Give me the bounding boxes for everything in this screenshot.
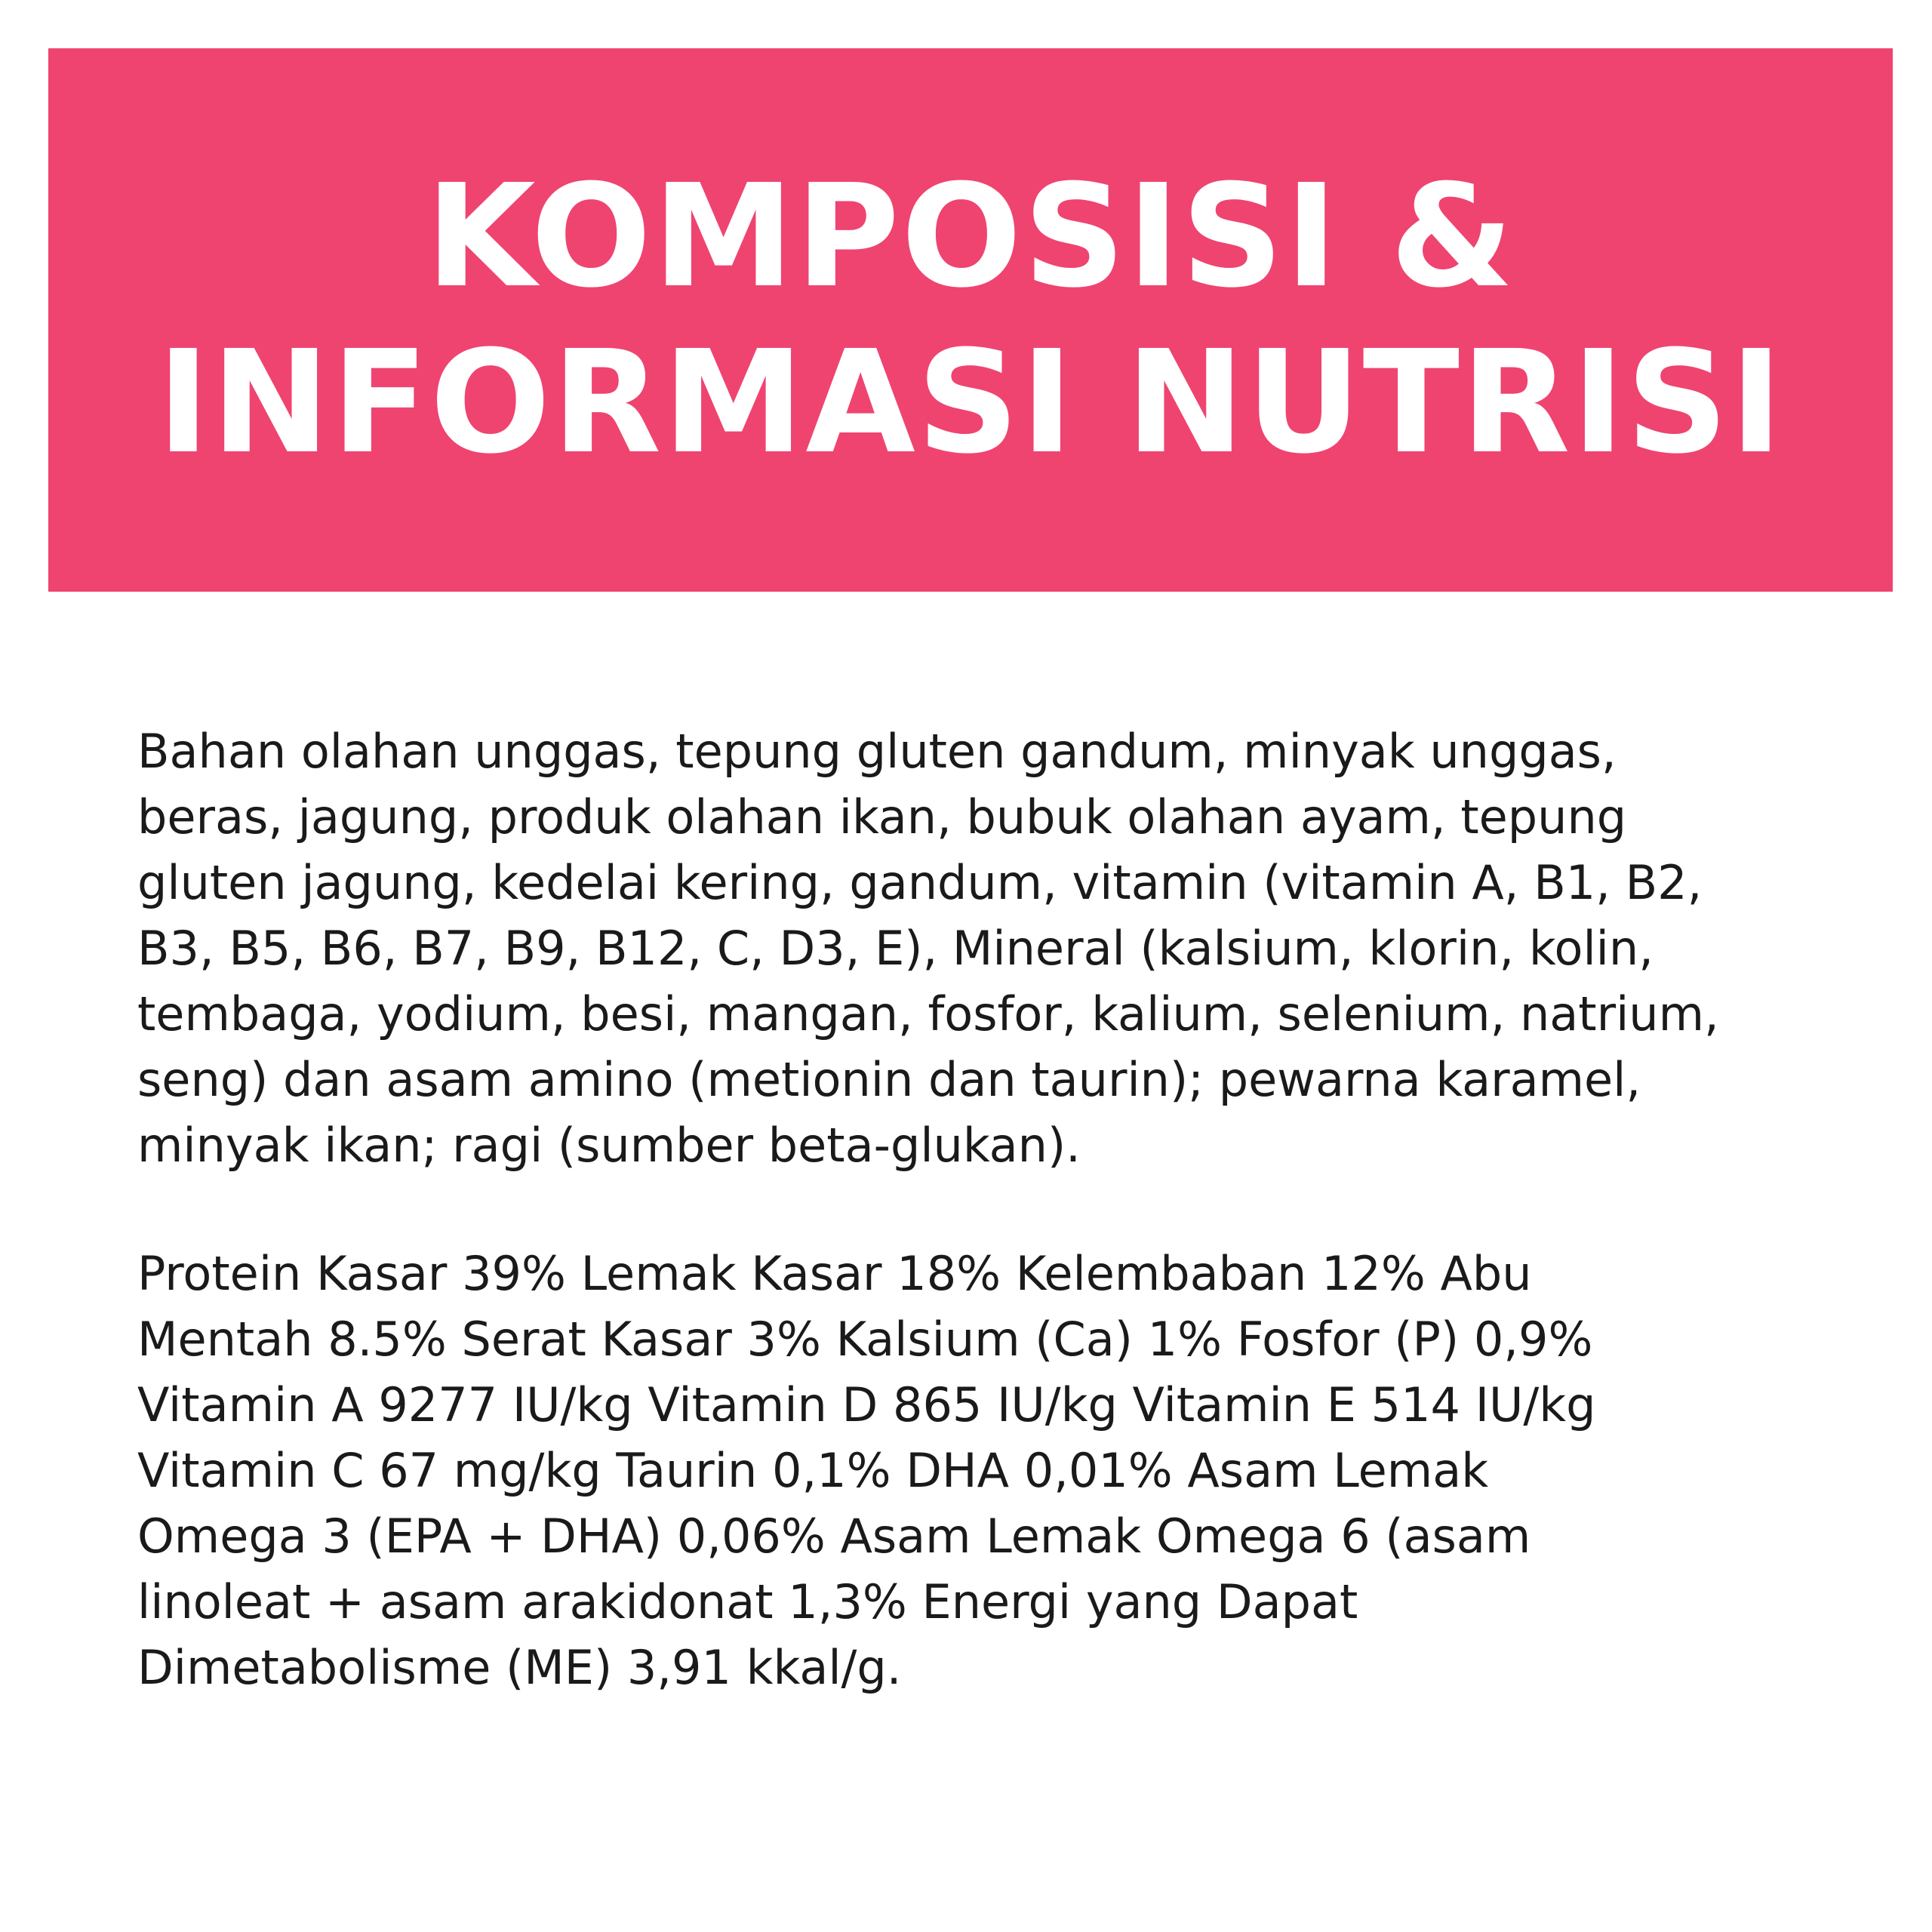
- nutrition-line: Dimetabolisme (ME) 3,91 kkal/g.: [137, 1640, 902, 1695]
- ingredients-line: beras, jagung, produk olahan ikan, bubuk olahan ayam, tepung: [137, 789, 1627, 844]
- nutrition-paragraph: [137, 1241, 1843, 1700]
- nutrition-line: Vitamin A 9277 IU/kg Vitamin D 865 IU/kg Vitamin E 514 IU/kg: [137, 1377, 1596, 1432]
- nutrition-line: Omega 3 (EPA + DHA) 0,06% Asam Lemak Omega 6 (asam: [137, 1509, 1531, 1564]
- nutrition-line: linoleat + asam arakidonat 1,3% Energi yang Dapat: [137, 1574, 1358, 1629]
- ingredients-line: Bahan olahan unggas, tepung gluten gandum, minyak unggas,: [137, 724, 1617, 779]
- nutrition-line: Mentah 8.5% Serat Kasar 3% Kalsium (Ca) 1% Fosfor (P) 0,9%: [137, 1312, 1593, 1367]
- ingredients-paragraph: [137, 718, 1843, 1178]
- ingredients-line: minyak ikan; ragi (sumber beta-glukan).: [137, 1118, 1081, 1173]
- title-line-1: KOMPOSISI &: [426, 154, 1515, 319]
- header-banner: [48, 48, 1893, 592]
- nutrition-line: Vitamin C 67 mg/kg Taurin 0,1% DHA 0,01% Asam Lemak: [137, 1443, 1489, 1498]
- title-line-2: INFORMASI NUTRISI: [157, 320, 1784, 485]
- ingredients-line: gluten jagung, kedelai kering, gandum, vitamin (vitamin A, B1, B2,: [137, 855, 1703, 910]
- nutrition-line: Protein Kasar 39% Lemak Kasar 18% Kelembaban 12% Abu: [137, 1246, 1532, 1301]
- ingredients-line: tembaga, yodium, besi, mangan, fosfor, kalium, selenium, natrium,: [137, 986, 1719, 1041]
- ingredients-line: B3, B5, B6, B7, B9, B12, C, D3, E), Mineral (kalsium, klorin, kolin,: [137, 921, 1654, 976]
- ingredients-line: seng) dan asam amino (metionin dan taurin); pewarna karamel,: [137, 1052, 1641, 1107]
